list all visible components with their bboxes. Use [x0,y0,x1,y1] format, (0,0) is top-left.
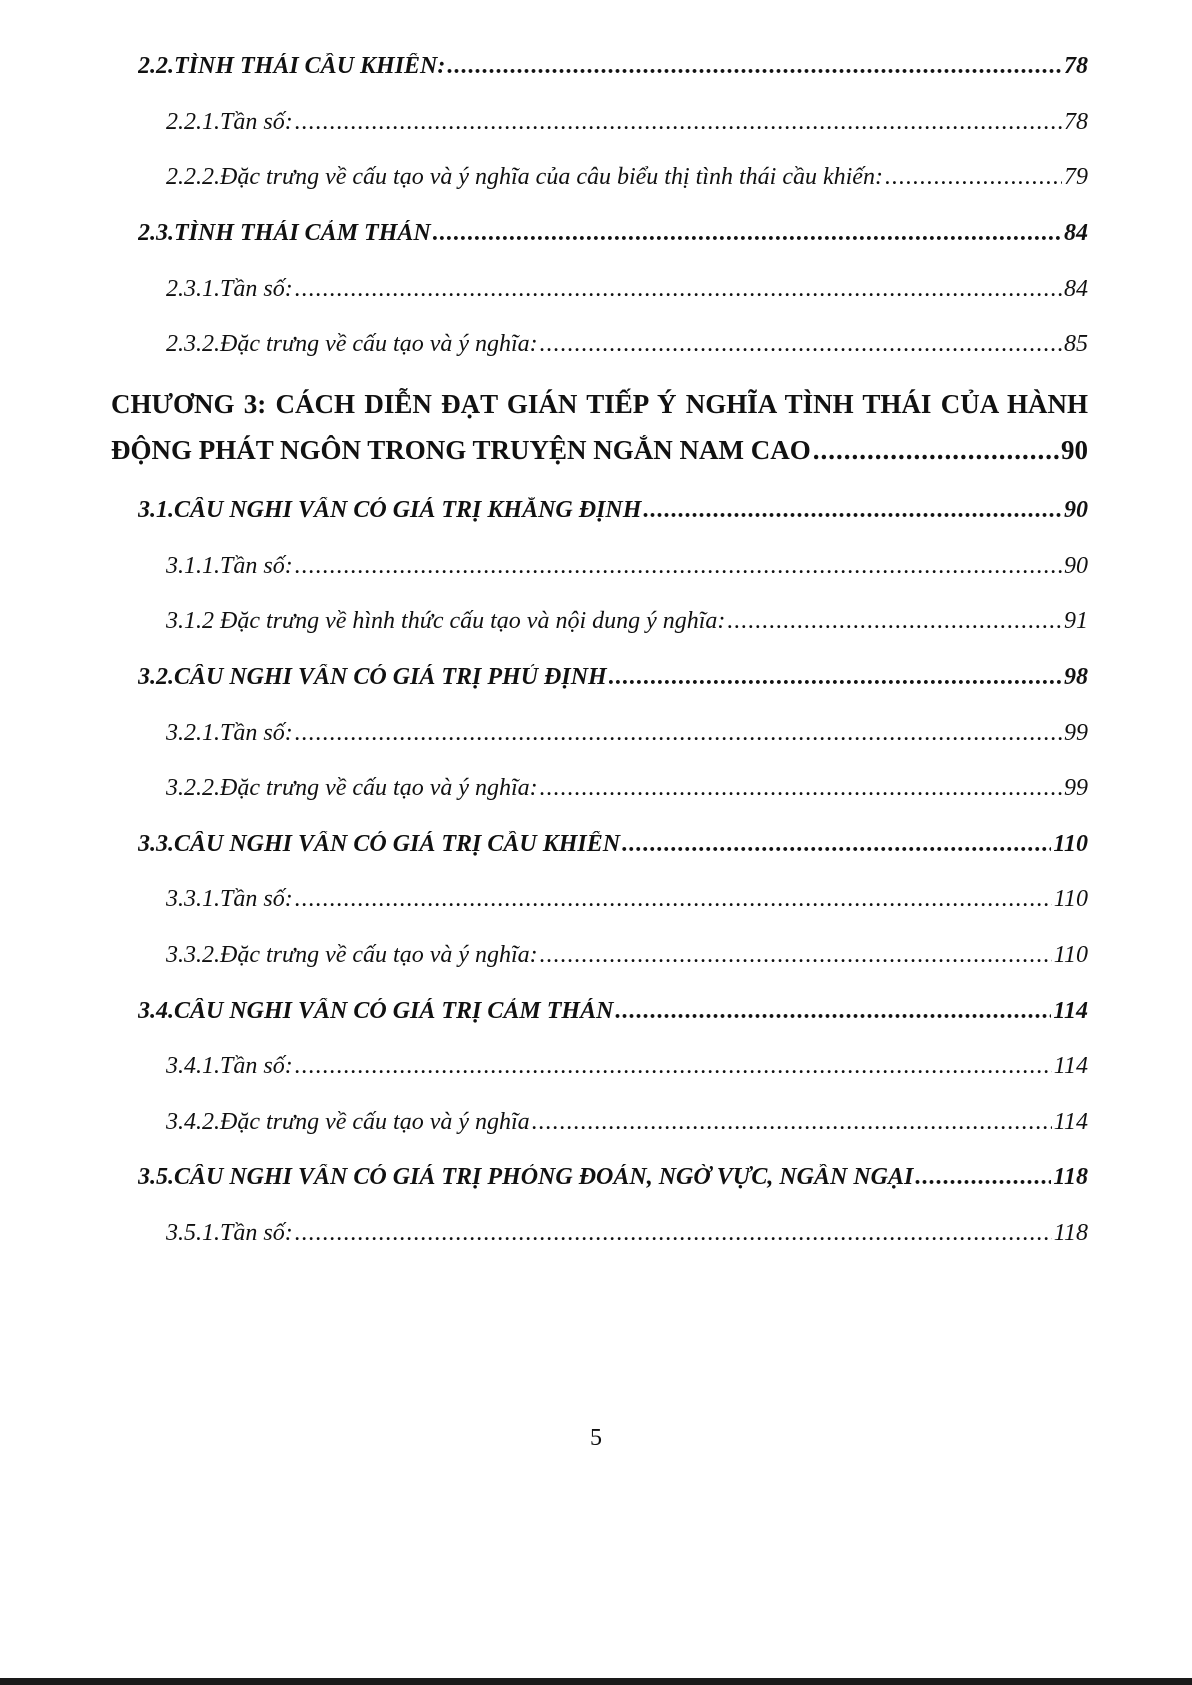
toc-entry-label: 3.5.CÂU NGHI VẤN CÓ GIÁ TRỊ PHỎNG ĐOÁN, NGỜ VỰC, NGẦN NGẠI [138,1164,914,1190]
toc-entry-3-2[interactable] [138,664,1088,691]
toc-entry-page: 110 [1053,831,1088,857]
dot-leader [540,942,1052,969]
toc-entry-3-4-2[interactable] [166,1109,1088,1136]
toc-entry-3-1-2[interactable] [166,608,1088,635]
toc-entry-label: 2.3.TÌNH THÁI CẢM THÁN [138,220,431,246]
toc-entry-label: 3.4.CÂU NGHI VẤN CÓ GIÁ TRỊ CẢM THÁN [138,998,614,1024]
toc-entry-label: 3.1.2 Đặc trưng về hình thức cấu tạo và nội dung ý nghĩa: [166,608,726,634]
toc-entry-3-4[interactable] [138,998,1088,1025]
toc-entry-label: 2.2.1.Tần số: [166,109,293,135]
toc-entry-page: 90 [1061,435,1088,465]
toc-entry-label: 3.5.1.Tần số: [166,1220,293,1246]
toc-entry-label: 3.4.2.Đặc trưng về cấu tạo và ý nghĩa [166,1109,530,1135]
toc-entry-page: 110 [1053,886,1088,912]
dot-leader [433,220,1062,247]
page-number: 5 [590,1425,602,1451]
toc-entry-page: 78 [1064,53,1088,79]
toc-entry-2-3-2[interactable] [166,331,1088,358]
dot-leader [295,886,1052,913]
toc-entry-label: 2.3.1.Tần số: [166,276,293,302]
toc-entry-page: 114 [1053,998,1088,1024]
toc-entry-3-1[interactable] [138,497,1088,524]
toc-entry-page: 118 [1053,1164,1088,1190]
dot-leader [813,435,1059,466]
dot-leader [295,1053,1052,1080]
dot-leader [295,109,1062,136]
toc-entry-page: 90 [1064,497,1088,523]
toc-entry-page: 79 [1064,164,1088,190]
toc-entry-label: 3.2.2.Đặc trưng về cấu tạo và ý nghĩa: [166,775,538,801]
toc-entry-page: 99 [1064,720,1088,746]
toc-entry-3-5[interactable] [138,1164,1088,1191]
toc-entry-2-2-1[interactable] [166,109,1088,136]
toc-entry-3-3-2[interactable] [166,942,1088,969]
toc-entry-label: 2.3.2.Đặc trưng về cấu tạo và ý nghĩa: [166,331,538,357]
toc-chapter-3-title-line1[interactable]: CHƯƠNG 3: CÁCH DIỄN ĐẠT GIÁN TIẾP Ý NGHĨA TÌNH THÁI CỦA HÀNH [111,389,1088,419]
dot-leader [643,497,1062,524]
page-bottom-edge [0,1678,1192,1685]
toc-entry-3-1-1[interactable] [166,553,1088,580]
toc-entry-label: 3.3.1.Tần số: [166,886,293,912]
toc-entry-label: 3.3.2.Đặc trưng về cấu tạo và ý nghĩa: [166,942,538,968]
toc-entry-3-5-1[interactable] [166,1220,1088,1247]
toc-entry-label: 3.4.1.Tần số: [166,1053,293,1079]
toc-entry-3-2-2[interactable] [166,775,1088,802]
toc-entry-page: 91 [1064,608,1088,634]
toc-entry-label: 3.3.CÂU NGHI VẤN CÓ GIÁ TRỊ CẦU KHIẾN [138,831,621,857]
toc-entry-3-4-1[interactable] [166,1053,1088,1080]
dot-leader [295,553,1062,580]
toc-entry-3-3-1[interactable] [166,886,1088,913]
toc-entry-page: 114 [1053,1109,1088,1135]
dot-leader [540,775,1062,802]
toc-entry-label: 3.2.CÂU NGHI VẤN CÓ GIÁ TRỊ PHỦ ĐỊNH [138,664,607,690]
toc-entry-page: 99 [1064,775,1088,801]
dot-leader [915,1164,1051,1191]
dot-leader [622,831,1051,858]
toc-chapter-3[interactable] [111,435,1088,466]
dot-leader [609,664,1062,691]
dot-leader [295,1220,1052,1247]
dot-leader [295,720,1062,747]
toc-entry-page: 85 [1064,331,1088,357]
toc-entry-label: ĐỘNG PHÁT NGÔN TRONG TRUYỆN NGẮN NAM CAO [111,435,811,465]
toc-entry-2-2[interactable] [138,53,1088,80]
dot-leader [615,998,1051,1025]
toc-entry-page: 84 [1064,276,1088,302]
dot-leader [295,276,1062,303]
dot-leader [727,608,1062,635]
dot-leader [447,53,1062,80]
toc-entry-3-3[interactable] [138,831,1088,858]
toc-entry-label: 2.2.TÌNH THÁI CẦU KHIẾN: [138,53,446,79]
toc-entry-page: 114 [1053,1053,1088,1079]
dot-leader [532,1109,1052,1136]
dot-leader [885,164,1062,191]
toc-entry-2-3[interactable] [138,220,1088,247]
toc-entry-page: 98 [1064,664,1088,690]
toc-entry-label: 3.1.1.Tần số: [166,553,293,579]
toc-entry-label: 3.1.CÂU NGHI VẤN CÓ GIÁ TRỊ KHẲNG ĐỊNH [138,497,642,523]
toc-entry-page: 110 [1053,942,1088,968]
toc-entry-label: 2.2.2.Đặc trưng về cấu tạo và ý nghĩa của câu biểu thị tình thái cầu khiến: [166,164,883,190]
toc-entry-label: 3.2.1.Tần số: [166,720,293,746]
toc-entry-page: 84 [1064,220,1088,246]
dot-leader [540,331,1062,358]
toc-entry-page: 118 [1053,1220,1088,1246]
toc-entry-page: 90 [1064,553,1088,579]
toc-entry-2-3-1[interactable] [166,276,1088,303]
toc-entry-page: 78 [1064,109,1088,135]
toc-entry-2-2-2[interactable] [166,164,1088,191]
toc-entry-3-2-1[interactable] [166,720,1088,747]
